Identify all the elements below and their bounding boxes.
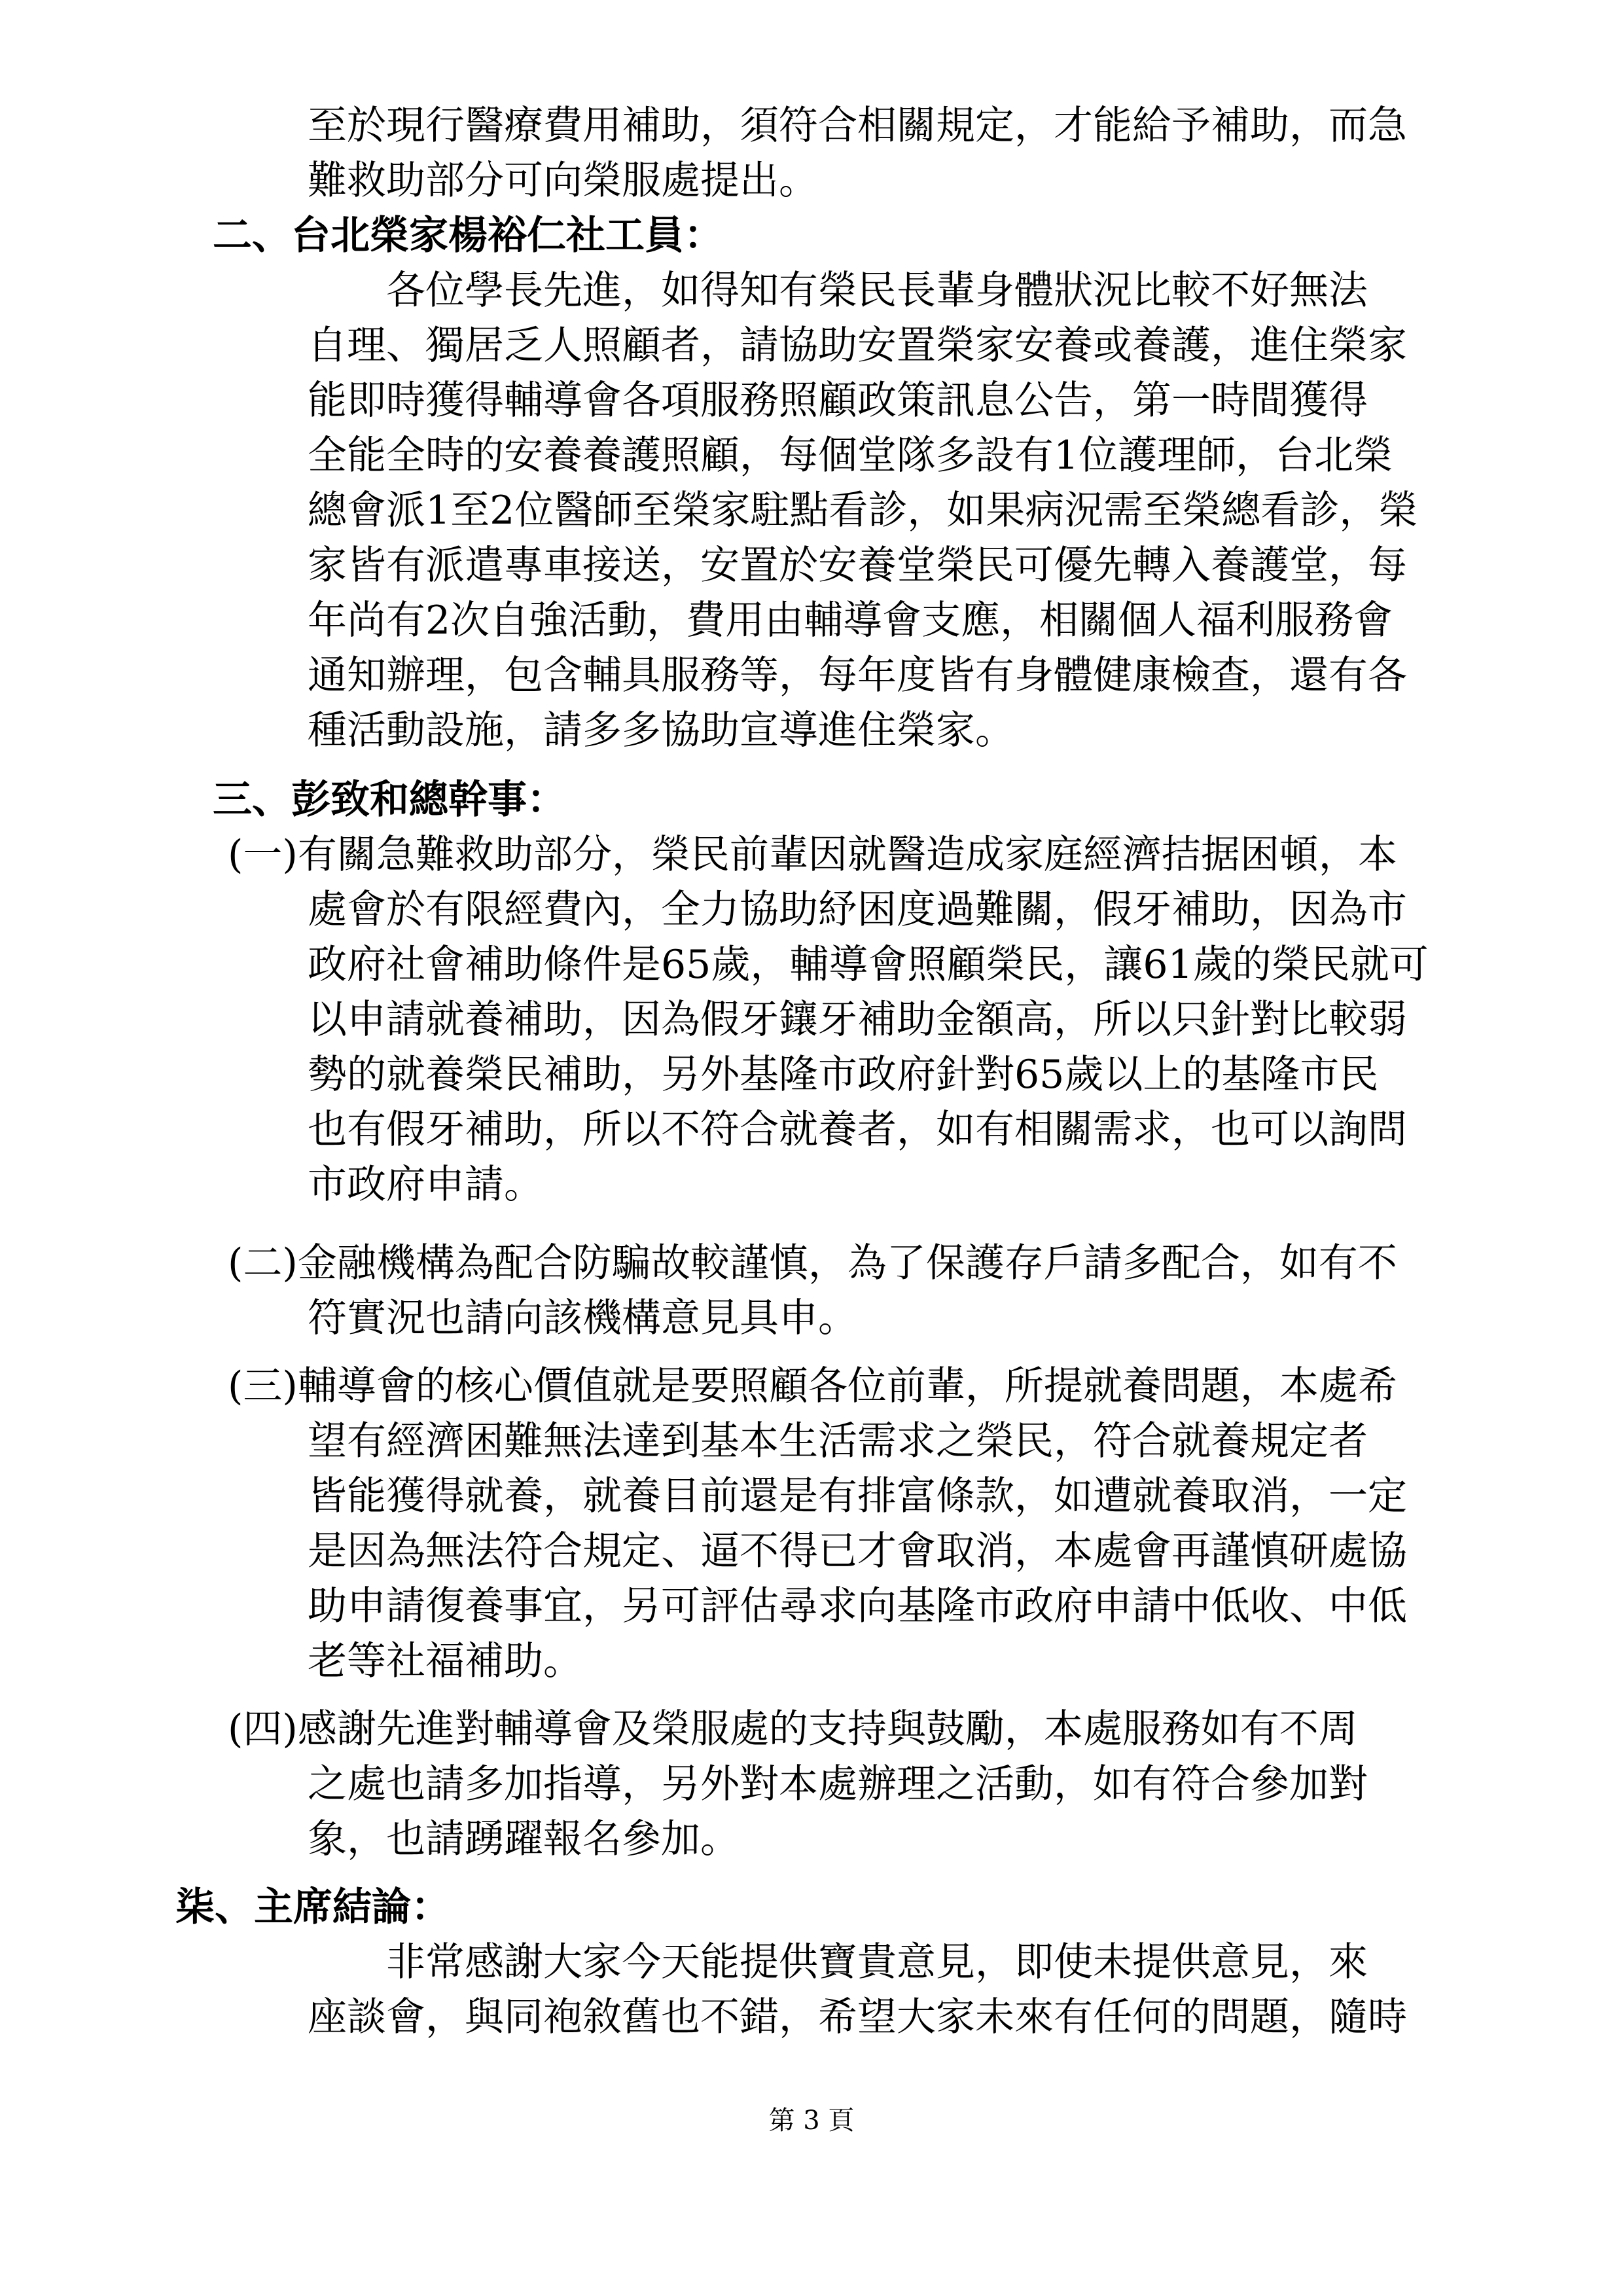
paragraph-line: 老等社福補助。: [308, 1638, 582, 1684]
paragraph-line: 難救助部分可向榮服處提出。: [308, 158, 818, 204]
paragraph-line: 符實況也請向該機構意見具申。: [308, 1295, 857, 1341]
paragraph-line: 座談會，與同袍敘舊也不錯，希望大家未來有任何的問題，隨時: [308, 1994, 1407, 2040]
paragraph-line: 望有經濟困難無法達到基本生活需求之榮民，符合就養規定者: [308, 1418, 1368, 1464]
section-heading: 三、彭致和總幹事：: [213, 777, 566, 823]
paragraph-line: 之處也請多加指導，另外對本處辦理之活動，如有符合參加對: [308, 1761, 1368, 1807]
paragraph-line: 政府社會補助條件是65歲，輔導會照顧榮民，讓61歲的榮民就可: [308, 942, 1429, 988]
paragraph-line: 勢的就養榮民補助，另外基隆市政府針對65歲以上的基隆市民: [308, 1052, 1379, 1098]
paragraph-line: 家皆有派遣專車接送，安置於安養堂榮民可優先轉入養護堂，每: [308, 543, 1407, 588]
paragraph-line: 市政府申請。: [308, 1162, 543, 1208]
paragraph-line: 各位學長先進，如得知有榮民長輩身體狀況比較不好無法: [386, 268, 1368, 314]
paragraph-line: 自理、獨居乏人照顧者，請協助安置榮家安養或養護，進住榮家: [308, 323, 1407, 368]
list-item-line: (三)輔導會的核心價值就是要照顧各位前輩，所提就養問題，本處希: [228, 1363, 1397, 1409]
paragraph-line: 是因為無法符合規定、逼不得已才會取消，本處會再謹慎研處協: [308, 1528, 1407, 1574]
section-heading: 柒、主席結論：: [175, 1884, 450, 1930]
paragraph-line: 以申請就養補助，因為假牙鑲牙補助金額高，所以只針對比較弱: [308, 997, 1407, 1043]
section-heading: 二、台北榮家楊裕仁社工員：: [213, 213, 723, 259]
paragraph-line: 處會於有限經費內，全力協助紓困度過難關，假牙補助，因為市: [308, 887, 1407, 933]
list-item-line: (四)感謝先進對輔導會及榮服處的支持與鼓勵，本處服務如有不周: [228, 1706, 1358, 1752]
paragraph-line: 非常感謝大家今天能提供寶貴意見，即使未提供意見，來: [386, 1939, 1368, 1985]
paragraph-line: 能即時獲得輔導會各項服務照顧政策訊息公告，第一時間獲得: [308, 378, 1368, 423]
paragraph-line: 年尚有2次自強活動，費用由輔導會支應，相關個人福利服務會: [308, 598, 1393, 643]
paragraph-line: 助申請復養事宜，另可評估尋求向基隆市政府申請中低收、中低: [308, 1583, 1407, 1629]
list-item-line: (二)金融機構為配合防騙故較謹慎，為了保護存戶請多配合，如有不: [228, 1240, 1397, 1286]
paragraph-line: 象，也請踴躍報名參加。: [308, 1816, 740, 1862]
paragraph-line: 全能全時的安養養護照顧，每個堂隊多設有1位護理師，台北榮: [308, 433, 1393, 478]
paragraph-line: 總會派1至2位醫師至榮家駐點看診，如果病況需至榮總看診，榮: [308, 488, 1418, 533]
list-item-line: (一)有關急難救助部分，榮民前輩因就醫造成家庭經濟拮据困頓，本: [228, 832, 1397, 878]
page-number: 第 3 頁: [768, 2106, 855, 2136]
paragraph-line: 也有假牙補助，所以不符合就養者，如有相關需求，也可以詢問: [308, 1107, 1407, 1153]
paragraph-line: 通知辦理，包含輔具服務等，每年度皆有身體健康檢查，還有各: [308, 653, 1407, 698]
paragraph-line: 至於現行醫療費用補助，須符合相關規定，才能給予補助，而急: [308, 103, 1407, 149]
paragraph-line: 皆能獲得就養，就養目前還是有排富條款，如遭就養取消，一定: [308, 1473, 1407, 1519]
paragraph-line: 種活動設施，請多多協助宣導進住榮家。: [308, 708, 1014, 753]
